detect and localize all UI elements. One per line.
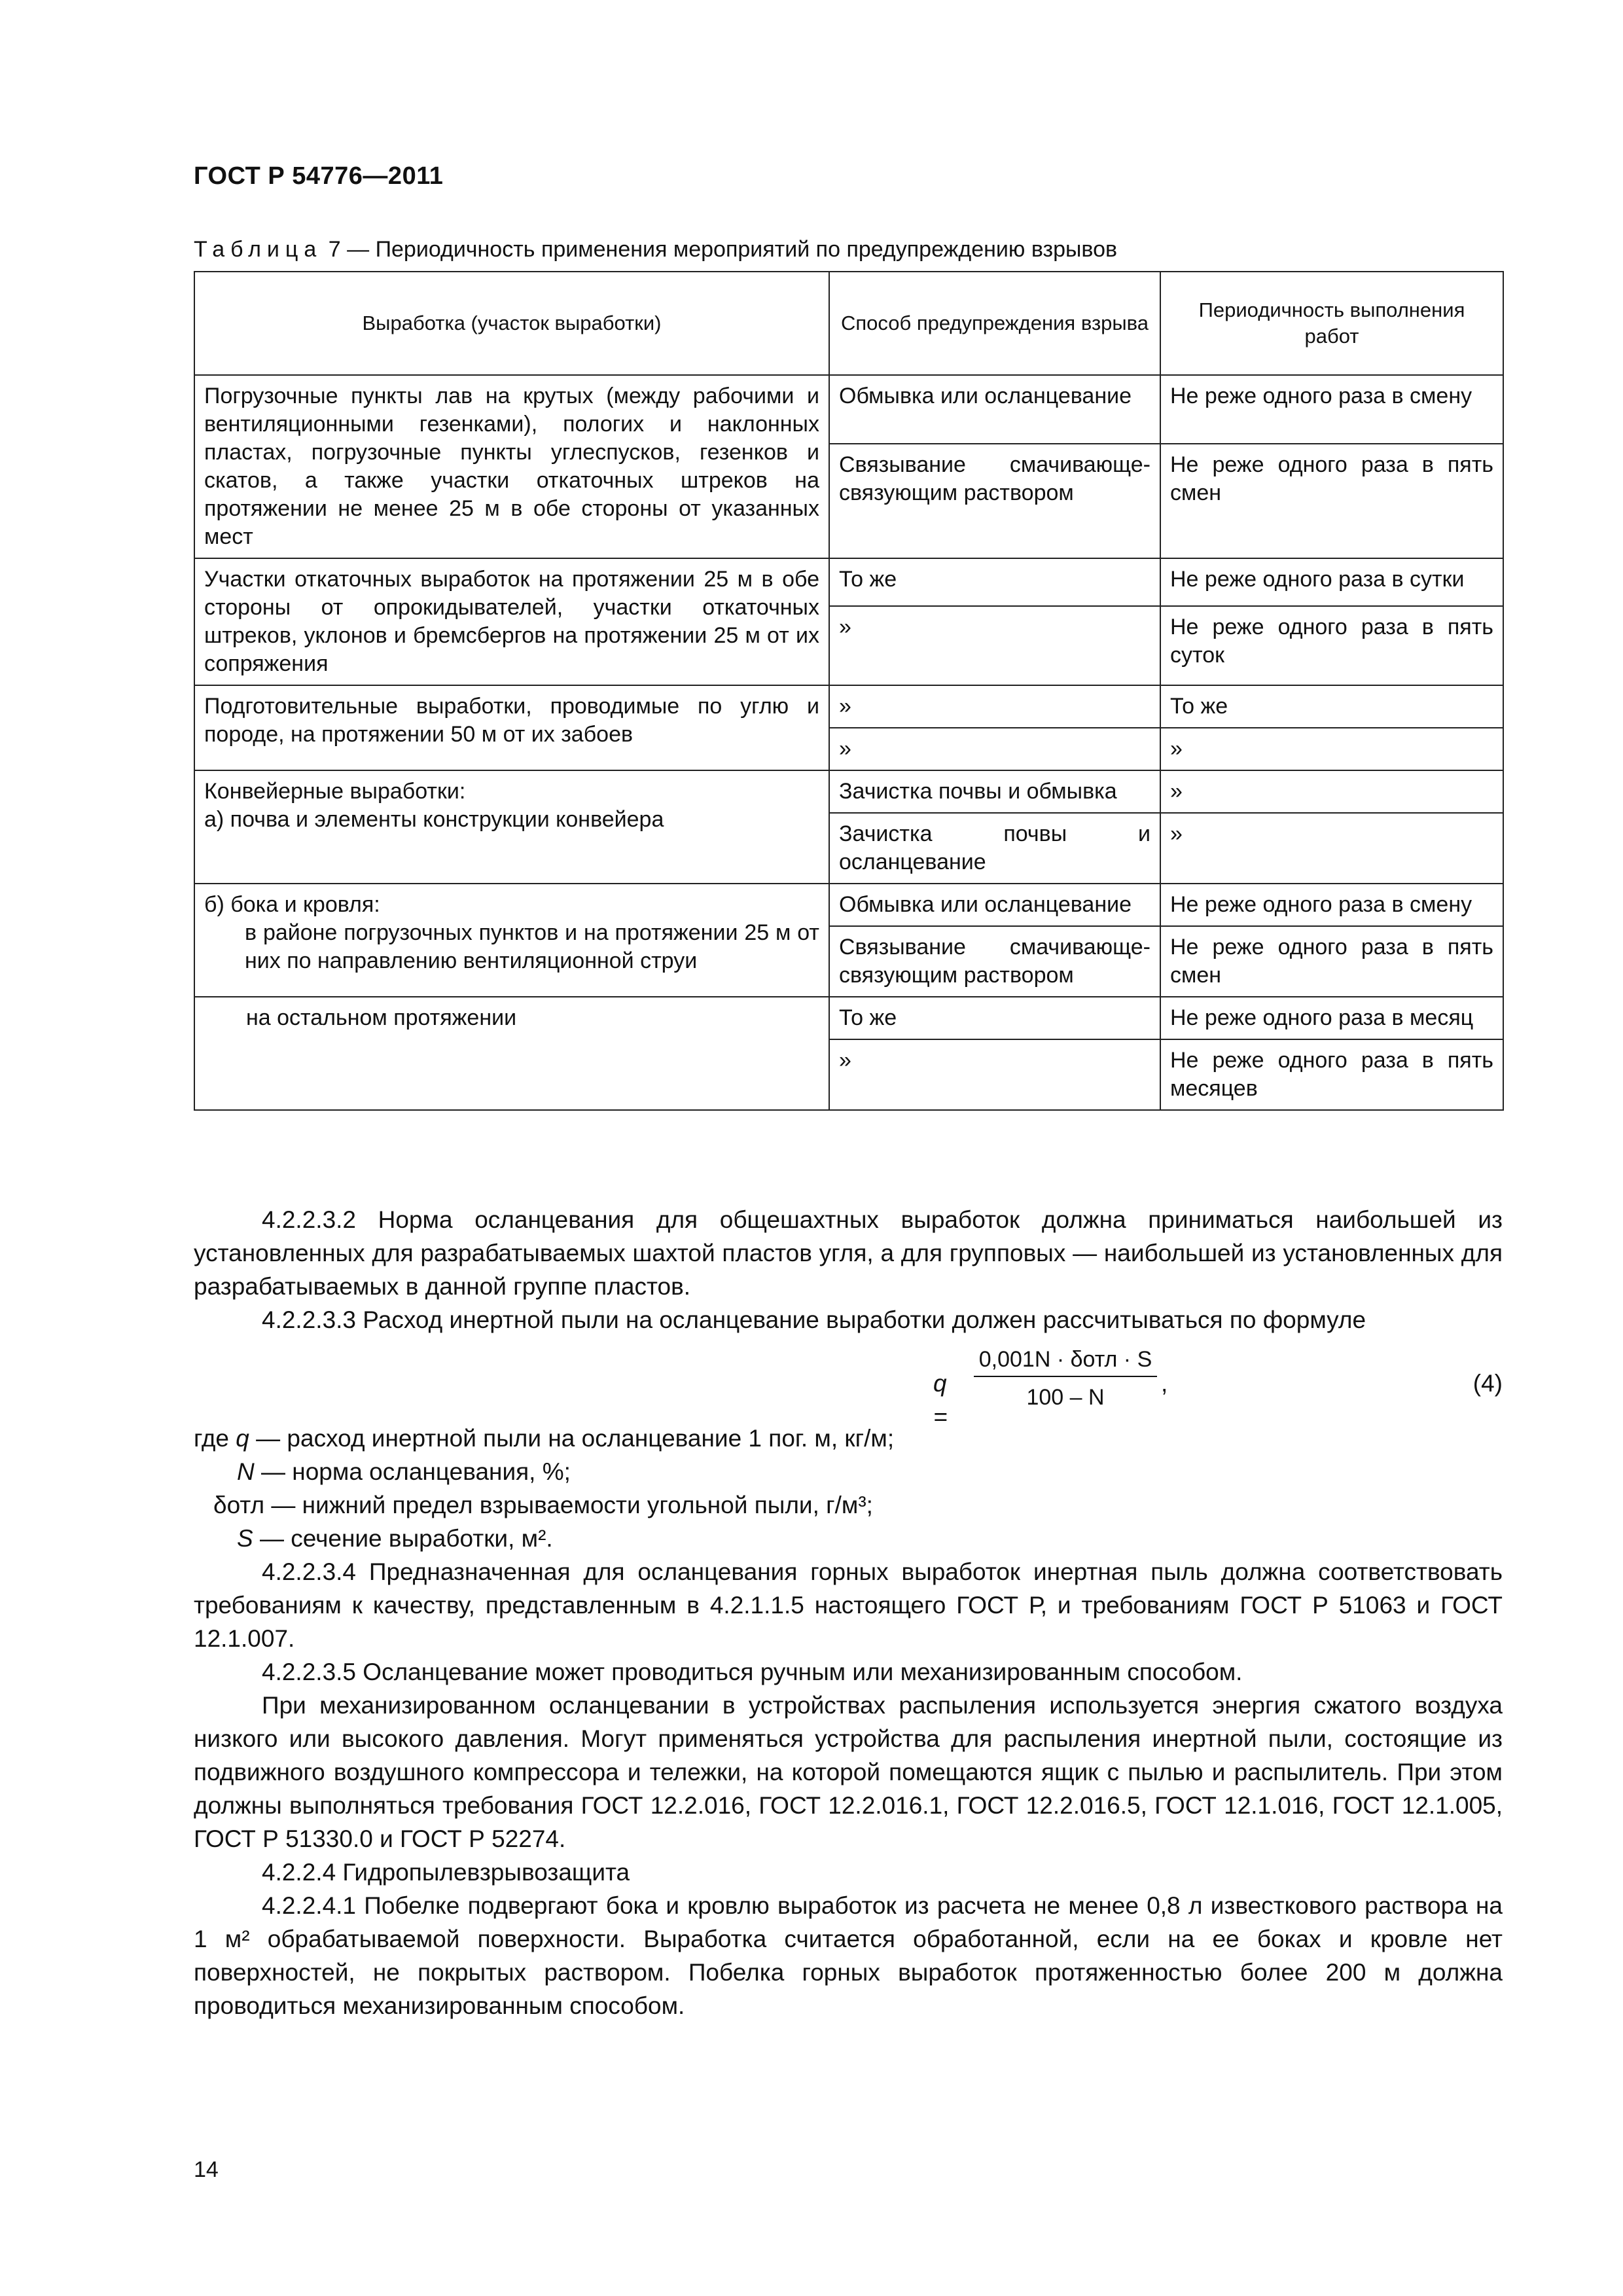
symbol-n: N xyxy=(237,1458,255,1485)
method-cell: Обмывка или осланцевание xyxy=(829,375,1160,444)
method-cell: » xyxy=(829,728,1160,770)
area-subtitle: а) почва и элементы конструкции конвейера xyxy=(204,807,664,832)
method-cell: Зачистка почвы и обмывка xyxy=(829,770,1160,813)
period-cell: Не реже одного раза в пять смен xyxy=(1160,444,1503,558)
method-cell: » xyxy=(829,1039,1160,1110)
formula-fraction-bar xyxy=(974,1376,1157,1377)
definition-s xyxy=(194,1522,1503,1555)
definition-n xyxy=(194,1455,1503,1488)
formula-number: (4) xyxy=(1472,1370,1503,1397)
table-row xyxy=(194,558,1503,606)
table-header-row xyxy=(194,272,1503,375)
paragraph-4-2-2-4: 4.2.2.4 Гидропылевзрывозащита xyxy=(262,1859,630,1886)
paragraph-4-2-2-4-1: 4.2.2.4.1 Побелке подвергают бока и кровлю выработок из расчета не менее 0,8 л известкового раствора на 1 м² обрабатываемой поверхности. Выработка считается обработанной, если на ее боках и кровле нет поверхностей, не покрытых раствором. Побелка горных выработок протяженностью более 200 м должна проводиться механизированным способом. xyxy=(194,1892,1503,2019)
formula-numerator: 0,001N · δотл · S xyxy=(978,1347,1152,1372)
paragraph-4-2-2-3-5: 4.2.2.3.5 Осланцевание может проводиться ручным или механизированным способом. xyxy=(262,1659,1243,1685)
method-cell: » xyxy=(829,606,1160,685)
paragraph-4-2-2-3-4: 4.2.2.3.4 Предназначенная для осланцевания горных выработок инертная пыль должна соответствовать требованиям к качеству, представленным в 4.2.1.1.5 настоящего ГОСТ Р, и требованиям ГОСТ Р 51063 и ГОСТ 12.1.007. xyxy=(194,1558,1503,1652)
column-header-period: Периодичность выполнения работ xyxy=(1160,272,1503,375)
definition-delta xyxy=(194,1488,1503,1522)
period-cell: То же xyxy=(1160,685,1503,728)
definition-q-text: — расход инертной пыли на осланцевание 1 пог. м, кг/м; xyxy=(249,1425,895,1452)
table-caption xyxy=(194,237,1117,262)
table-row xyxy=(194,884,1503,926)
page-number: 14 xyxy=(194,2157,219,2182)
table-caption-text: 7 — Периодичность применения мероприятий по предупреждению взрывов xyxy=(328,237,1118,262)
period-cell: » xyxy=(1160,770,1503,813)
period-cell: » xyxy=(1160,813,1503,884)
symbol-q: q xyxy=(236,1425,249,1452)
period-cell: Не реже одного раза в сутки xyxy=(1160,558,1503,606)
where-lead: где xyxy=(194,1425,230,1452)
formula-denominator: 100 – N xyxy=(1026,1385,1105,1410)
table-caption-prefix: Таблица xyxy=(194,237,323,262)
column-header-area: Выработка (участок выработки) xyxy=(194,272,829,375)
area-cell: Погрузочные пункты лав на крутых (между рабочими и вентиляционными гезенками), пологих и наклонных пластах, погрузочные пункты углеспусков, гезенков и скатов, а также участки откаточных штреков на протяжении не менее 25 м в обе стороны от указанных мест xyxy=(194,375,829,558)
formula-comma: , xyxy=(1161,1370,1168,1397)
body-text xyxy=(194,1203,1503,2022)
table-row xyxy=(194,685,1503,728)
area-title: Конвейерные выработки: xyxy=(204,779,466,804)
formula-lhs: q = xyxy=(933,1370,948,1430)
method-cell: То же xyxy=(829,997,1160,1039)
method-cell: » xyxy=(829,685,1160,728)
period-cell: Не реже одного раза в смену xyxy=(1160,375,1503,444)
formula-4 xyxy=(194,1336,1503,1430)
table-row xyxy=(194,770,1503,813)
area-subtitle: в районе погрузочных пунктов и на протяжении 25 м от них по направлению вентиляционной струи xyxy=(245,920,819,973)
paragraph-4-2-2-3-2: 4.2.2.3.2 Норма осланцевания для общешахтных выработок должна приниматься наибольшей из установленных для разрабатываемых шахтой пластов угля, а для групповых — наибольшей из установленных для разрабатываемых в данной группе пластов. xyxy=(194,1206,1503,1300)
area-cell: на остальном протяжении xyxy=(194,997,829,1110)
period-cell: Не реже одного раза в пять месяцев xyxy=(1160,1039,1503,1110)
period-cell: Не реже одного раза в месяц xyxy=(1160,997,1503,1039)
definition-q xyxy=(194,1422,1503,1455)
area-cell: Подготовительные выработки, проводимые по углю и породе, на протяжении 50 м от их забоев xyxy=(194,685,829,770)
area-cell xyxy=(194,770,829,884)
symbol-delta: δотл xyxy=(213,1492,265,1518)
period-cell: Не реже одного раза в пять суток xyxy=(1160,606,1503,685)
definition-n-text: — норма осланцевания, %; xyxy=(254,1458,571,1485)
table-row xyxy=(194,997,1503,1039)
paragraph-4-2-2-3-3: 4.2.2.3.3 Расход инертной пыли на осланцевание выработки должен рассчитываться по формуле xyxy=(262,1306,1366,1333)
document-header: ГОСТ Р 54776—2011 xyxy=(194,162,444,190)
definition-delta-text: — нижний предел взрываемости угольной пыли, г/м³; xyxy=(264,1492,873,1518)
area-title: б) бока и кровля: xyxy=(204,892,380,917)
paragraph-mechanized: При механизированном осланцевании в устройствах распыления используется энергия сжатого воздуха низкого или высокого давления. Могут применяться устройства для распыления инертной пыли, состоящие из подвижного воздушного компрессора и тележки, на которой помещаются ящик с пылью и распылитель. При этом должны выполняться требования ГОСТ 12.2.016, ГОСТ 12.2.016.1, ГОСТ 12.2.016.5, ГОСТ 12.1.016, ГОСТ 12.1.005, ГОСТ Р 51330.0 и ГОСТ Р 52274. xyxy=(194,1692,1503,1852)
period-cell: » xyxy=(1160,728,1503,770)
area-cell xyxy=(194,884,829,997)
definition-s-text: — сечение выработки, м². xyxy=(253,1525,553,1552)
method-cell: То же xyxy=(829,558,1160,606)
column-header-method: Способ предупреждения взрыва xyxy=(829,272,1160,375)
method-cell: Связывание смачивающе-связующим раствором xyxy=(829,926,1160,997)
period-cell: Не реже одного раза в смену xyxy=(1160,884,1503,926)
area-cell: Участки откаточных выработок на протяжении 25 м в обе стороны от опрокидывателей, участки откаточных штреков, уклонов и бремсбергов на протяжении 25 м от их сопряжения xyxy=(194,558,829,685)
method-cell: Обмывка или осланцевание xyxy=(829,884,1160,926)
table-row xyxy=(194,375,1503,444)
method-cell: Связывание смачивающе-связующим раствором xyxy=(829,444,1160,558)
symbol-s: S xyxy=(237,1525,253,1552)
period-cell: Не реже одного раза в пять смен xyxy=(1160,926,1503,997)
periodicity-table xyxy=(194,271,1504,1111)
method-cell: Зачистка почвы и осланцевание xyxy=(829,813,1160,884)
